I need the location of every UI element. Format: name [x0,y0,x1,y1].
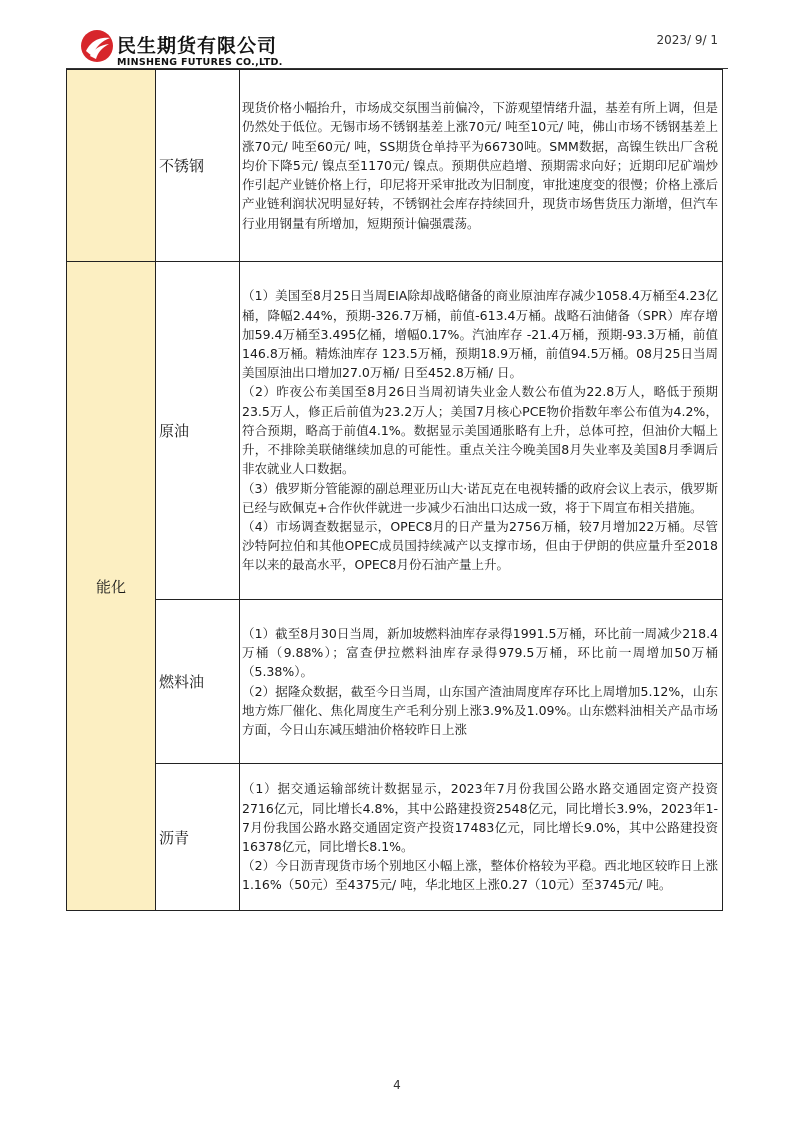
table-row [67,600,723,764]
product-label: 沥青 [156,764,240,911]
commentary-paragraph: （1）据交通运输部统计数据显示，2023年7月份我国公路水路交通固定资产投资2716亿元，同比增长4.8%，其中公路建投资2548亿元，同比增长3.9%，2023年1-7月份我国公路水路交通固定资产投资17483亿元，同比增长9.0%，其中公路建投资16378亿元，同比增长8.1%。 [242,781,718,854]
group-cell: 能化 [67,262,156,911]
product-commentary [240,262,723,600]
commodity-table [66,69,723,911]
table-row [67,70,723,262]
table-row [67,764,723,911]
commentary-paragraph: （4）市场调查数据显示，OPEC8月的日产量为2756万桶，较7月增加22万桶。尽管沙特阿拉伯和其他OPEC成员国持续减产以支撑市场，但由于伊朗的供应量升至2018年以来的最高水平，OPEC8月份石油产量上升。 [242,518,718,573]
commentary-paragraph: （3）俄罗斯分管能源的副总理亚历山大·诺瓦克在电视转播的政府会议上表示，俄罗斯已经与欧佩克+合作伙伴就进一步减少石油出口达成一致，将于下周宣布相关措施。 [242,480,718,515]
commentary-paragraph: （2）今日沥青现货市场个别地区小幅上涨，整体价格较为平稳。西北地区较昨日上涨1.16%（50元）至4375元/ 吨，华北地区上涨0.27（10元）至3745元/ 吨。 [242,858,718,893]
commentary-paragraph: （2）昨夜公布美国至8月26日当周初请失业金人数公布值为22.8万人，略低于预期23.5万人，修正后前值为23.2万人；美国7月核心PCE物价指数年率公布值为4.2%，符合预期，略高于前值4.1%。数据显示美国通胀略有上升，总体可控，但油价大幅上升，不排除美联储继续加息的可能性。重点关注今晚美国8月失业率及美国8月季调后非农就业人口数据。 [242,384,718,477]
product-label: 燃料油 [156,600,240,764]
product-commentary [240,764,723,911]
table-row [67,262,723,600]
company-name-en: MINSHENG FUTURES CO.,LTD. [117,57,283,68]
product-label: 不锈钢 [156,70,240,262]
commentary-paragraph: 现货价格小幅抬升，市场成交氛围当前偏冷，下游观望情绪升温，基差有所上调，但是仍然处于低位。无锡市场不锈钢基差上涨70元/ 吨至10元/ 吨，佛山市场不锈钢基差上涨70元/ 吨至60元/ 吨，SS期货仓单持平为66730吨。SMM数据，高镍生铁出厂含税均价下降5元/ 镍点至1170元/ 镍点。预期供应趋增、预期需求向好；近期印尼矿端炒作引起产业链价格上行，印尼将开采审批改为旧制度，审批速度变的很慢；价格上涨后产业链利润状况明显好转，不锈钢社会库存持续回升，现货市场售货压力渐增，但汽车行业用钢量有所增加，短期预计偏强震荡。 [242,100,718,231]
group-cell [67,70,156,262]
commentary-paragraph: （1）截至8月30日当周，新加坡燃料油库存录得1991.5万桶，环比前一周减少218.4万桶（9.88%）；富查伊拉燃料油库存录得979.5万桶，环比前一周增加50万桶（5.38%）。 [242,625,718,680]
company-logo [80,29,320,73]
minsheng-logo-icon [80,29,114,63]
commentary-paragraph: （1）美国至8月25日当周EIA除却战略储备的商业原油库存减少1058.4万桶至4.23亿桶，降幅2.44%，预期-326.7万桶，前值-613.4万桶。战略石油储备（SPR）库存增加59.4万桶至3.495亿桶，增幅0.17%。汽油库存 -21.4万桶，预期-93.3万桶，前值146.8万桶。精炼油库存 123.5万桶，预期18.9万桶，前值94.5万桶。08月25日当周美国原油出口增加27.0万桶/ 日至452.8万桶/ 日。 [242,288,718,381]
product-commentary [240,70,723,262]
company-name-cn: 民生期货有限公司 [117,35,278,57]
product-commentary [240,600,723,764]
page-number: 4 [393,1078,401,1092]
commentary-paragraph: （2）据隆众数据，截至今日当周，山东国产渣油周度库存环比上周增加5.12%，山东地方炼厂催化、焦化周度生产毛利分别上涨3.9%及1.09%。山东燃料油相关产品市场方面，今日山东减压蜡油价格较昨日上涨 [242,683,718,737]
report-date: 2023/ 9/ 1 [656,33,718,47]
product-label: 原油 [156,262,240,600]
